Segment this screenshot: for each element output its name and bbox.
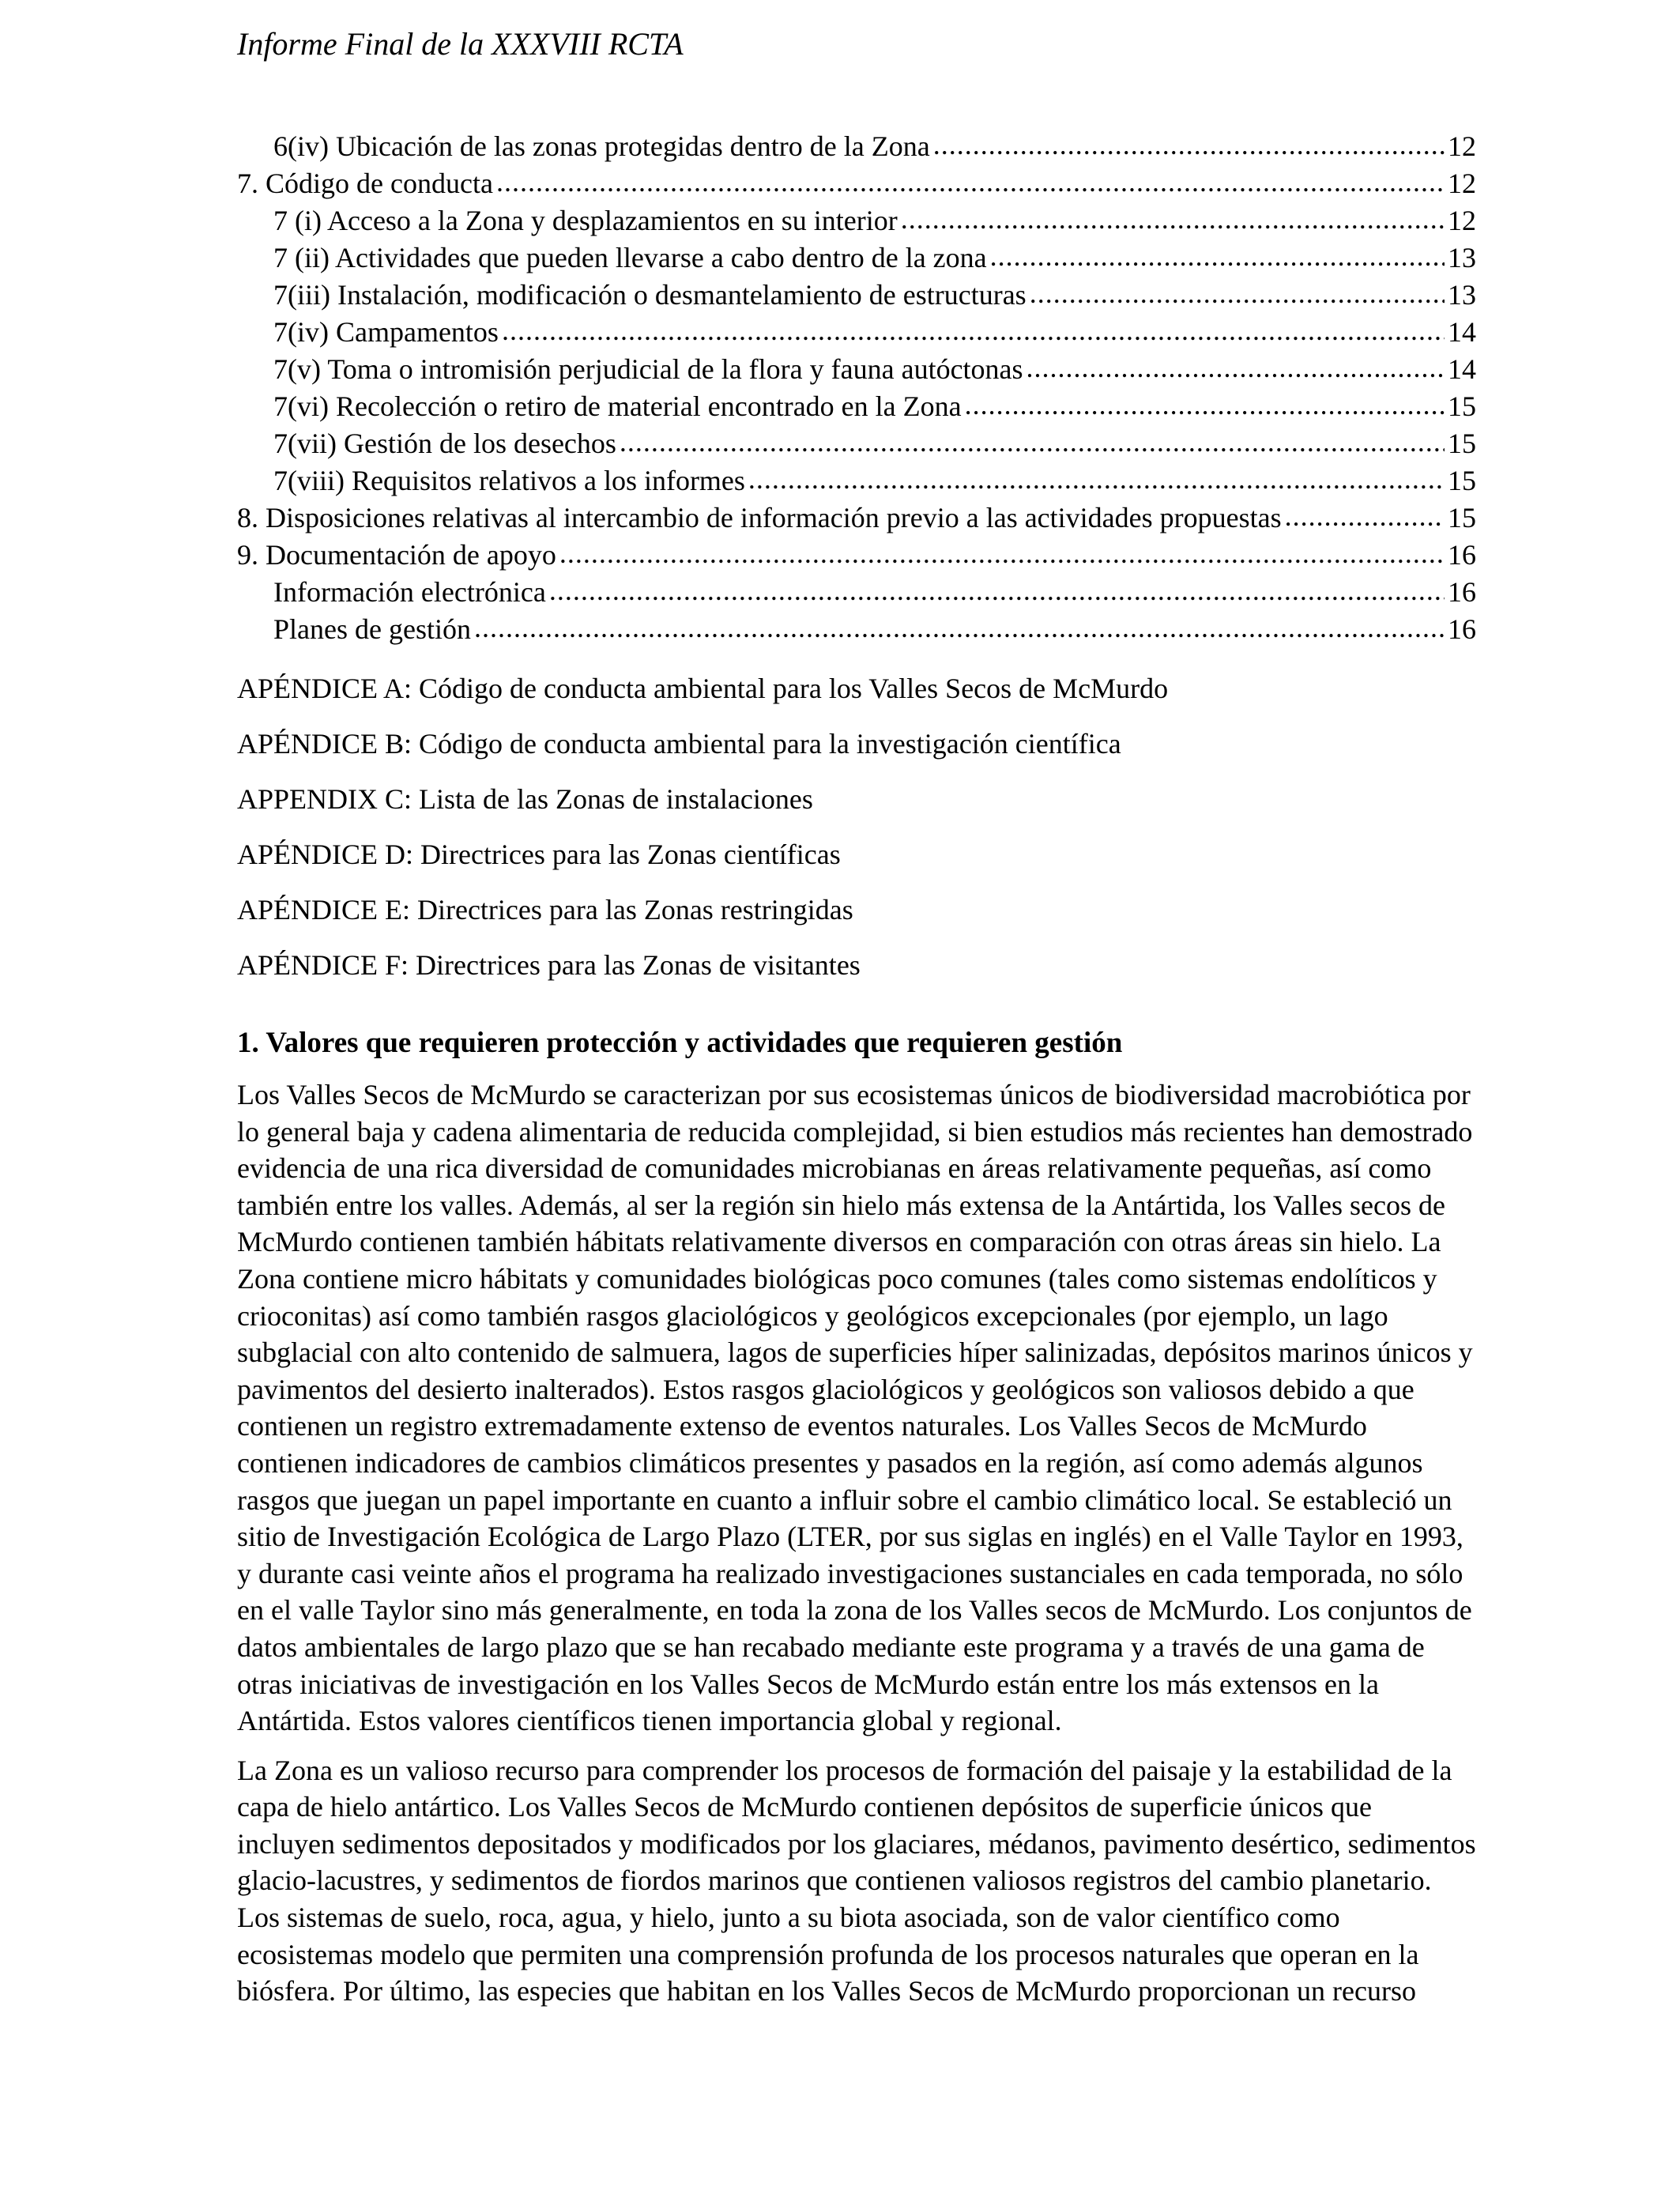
- toc-entry-page: 12: [1448, 130, 1476, 162]
- toc-dot-leader: [1285, 498, 1445, 535]
- toc-entry-page: 16: [1448, 576, 1476, 608]
- toc-entry-page: 15: [1448, 390, 1476, 422]
- toc-entry: [237, 277, 1476, 314]
- toc-entry: [237, 165, 1476, 202]
- toc-entry-title: 7(viii) Requisitos relativos a los informes: [273, 465, 745, 496]
- toc-entry: [237, 425, 1476, 462]
- toc-dot-leader: [901, 201, 1445, 238]
- toc-entry-title: 9. Documentación de apoyo: [237, 539, 556, 571]
- body-paragraph: Los Valles Secos de McMurdo se caracterizan por sus ecosistemas únicos de biodiversidad macrobiótica por lo general baja y cadena alimentaria de reducida complejidad, si bien estudios más recientes han demostrado evidencia de una rica diversidad de comunidades microbianas en áreas relativamente pequeñas, así como también entre los valles. Además, al ser la región sin hielo más extensa de la Antártida, los Valles secos de McMurdo contienen también hábitats relativamente diversos en comparación con otras áreas sin hielo. La Zona contiene micro hábitats y comunidades biológicas poco comunes (tales como sistemas endolíticos y crioconitas) así como también rasgos glaciológicos y geológicos excepcionales (por ejemplo, un lago subglacial con alto contenido de salmuera, lagos de superficies híper salinizadas, depósitos marinos únicos y pavimentos del desierto inalterados). Estos rasgos glaciológicos y geológicos son valiosos debido a que contienen un registro extremadamente extenso de eventos naturales. Los Valles Secos de McMurdo contienen indicadores de cambios climáticos presentes y pasados en la región, así como además algunos rasgos que juegan un papel importante en cuanto a influir sobre el cambio climático local. Se estableció un sitio de Investigación Ecológica de Largo Plazo (LTER, por sus siglas en inglés) en el Valle Taylor en 1993, y durante casi veinte años el programa ha realizado investigaciones sustanciales en cada temporada, no sólo en el valle Taylor sino más generalmente, en toda la zona de los Valles secos de McMurdo. Los conjuntos de datos ambientales de largo plazo que se han recabado mediante este programa y a través de una gama de otras iniciativas de investigación en los Valles Secos de McMurdo están entre los más extensos en la Antártida. Estos valores científicos tienen importancia global y regional.: [237, 1079, 1473, 1737]
- toc-entry: [237, 351, 1476, 388]
- toc-dot-leader: [1030, 275, 1445, 312]
- toc-entry-page: 12: [1448, 168, 1476, 199]
- appendix-item: APÉNDICE D: Directrices para las Zonas científicas: [237, 839, 841, 870]
- section-heading: 1. Valores que requieren protección y actividades que requieren gestión: [237, 1027, 1123, 1059]
- toc-dot-leader: [559, 535, 1445, 572]
- toc-entry-page: 16: [1448, 539, 1476, 571]
- toc-dot-leader: [1026, 349, 1445, 386]
- appendix-item: APÉNDICE B: Código de conducta ambiental para la investigación científica: [237, 728, 1121, 760]
- toc-entry: [237, 314, 1476, 351]
- toc-dot-leader: [620, 424, 1445, 461]
- appendix-item: APPENDIX C: Lista de las Zonas de instalaciones: [237, 783, 813, 815]
- appendix-item: APÉNDICE A: Código de conducta ambiental para los Valles Secos de McMurdo: [237, 673, 1169, 704]
- toc-entry: [237, 128, 1476, 165]
- toc-entry-page: 13: [1448, 242, 1476, 273]
- toc-entry-page: 15: [1448, 428, 1476, 459]
- toc-entry-title: 7(v) Toma o intromisión perjudicial de la flora y fauna autóctonas: [273, 353, 1023, 385]
- toc-dot-leader: [965, 386, 1445, 424]
- toc-dot-leader: [496, 164, 1445, 201]
- toc-entry-title: 7(vi) Recolección o retiro de material encontrado en la Zona: [273, 390, 962, 422]
- toc-dot-leader: [990, 238, 1445, 275]
- toc-entry-page: 14: [1448, 353, 1476, 385]
- toc-entry: [237, 388, 1476, 425]
- toc-dot-leader: [474, 609, 1445, 647]
- toc-entry-title: 8. Disposiciones relativas al intercambio de información previo a las actividades propuestas: [237, 502, 1282, 533]
- section-values: [237, 1024, 1476, 2022]
- toc-dot-leader: [549, 572, 1445, 609]
- toc-entry-title: Información electrónica: [273, 576, 546, 608]
- toc-entry-page: 14: [1448, 316, 1476, 348]
- toc-entry: [237, 202, 1476, 239]
- toc-entry-page: 16: [1448, 613, 1476, 645]
- table-of-contents: [237, 128, 1476, 648]
- toc-entry-title: 7(iv) Campamentos: [273, 316, 499, 348]
- toc-entry-title: 7 (ii) Actividades que pueden llevarse a cabo dentro de la zona: [273, 242, 987, 273]
- toc-entry: [237, 537, 1476, 574]
- toc-entry-title: 7(iii) Instalación, modificación o desmantelamiento de estructuras: [273, 279, 1026, 311]
- appendix-item: APÉNDICE E: Directrices para las Zonas restringidas: [237, 894, 853, 925]
- toc-entry: [237, 574, 1476, 611]
- toc-entry-page: 13: [1448, 279, 1476, 311]
- toc-entry: [237, 611, 1476, 648]
- toc-entry-title: Planes de gestión: [273, 613, 471, 645]
- toc-dot-leader: [502, 312, 1445, 349]
- toc-entry-title: 7(vii) Gestión de los desechos: [273, 428, 616, 459]
- toc-entry-title: 7 (i) Acceso a la Zona y desplazamientos en su interior: [273, 205, 898, 236]
- toc-entry-title: 6(iv) Ubicación de las zonas protegidas dentro de la Zona: [273, 130, 930, 162]
- toc-entry-page: 15: [1448, 465, 1476, 496]
- toc-entry-page: 12: [1448, 205, 1476, 236]
- body-paragraph: La Zona es un valioso recurso para comprender los procesos de formación del paisaje y la estabilidad de la capa de hielo antártico. Los Valles Secos de McMurdo contienen depósitos de superficie únicos que incluyen sedimentos depositados y modificados por los glaciares, médanos, pavimento desértico, sedimentos glacio-lacustres, y sedimentos de fiordos marinos que contienen valiosos registros del cambio planetario. Los sistemas de suelo, roca, agua, y hielo, junto a su biota asociada, son de valor científico como ecosistemas modelo que permiten una comprensión profunda de los procesos naturales que operan en la biósfera. Por último, las especies que habitan en los Valles Secos de McMurdo proporcionan un recurso: [237, 1754, 1476, 2007]
- toc-entry-page: 15: [1448, 502, 1476, 533]
- toc-entry-title: 7. Código de conducta: [237, 168, 493, 199]
- appendix-item: APÉNDICE F: Directrices para las Zonas de visitantes: [237, 949, 861, 981]
- appendix-list: [237, 670, 1476, 1002]
- toc-entry: [237, 462, 1476, 499]
- running-header: Informe Final de la XXXVIII RCTA: [237, 26, 684, 62]
- toc-dot-leader: [933, 126, 1445, 164]
- toc-entry: [237, 239, 1476, 277]
- toc-entry: [237, 499, 1476, 537]
- toc-dot-leader: [748, 461, 1445, 498]
